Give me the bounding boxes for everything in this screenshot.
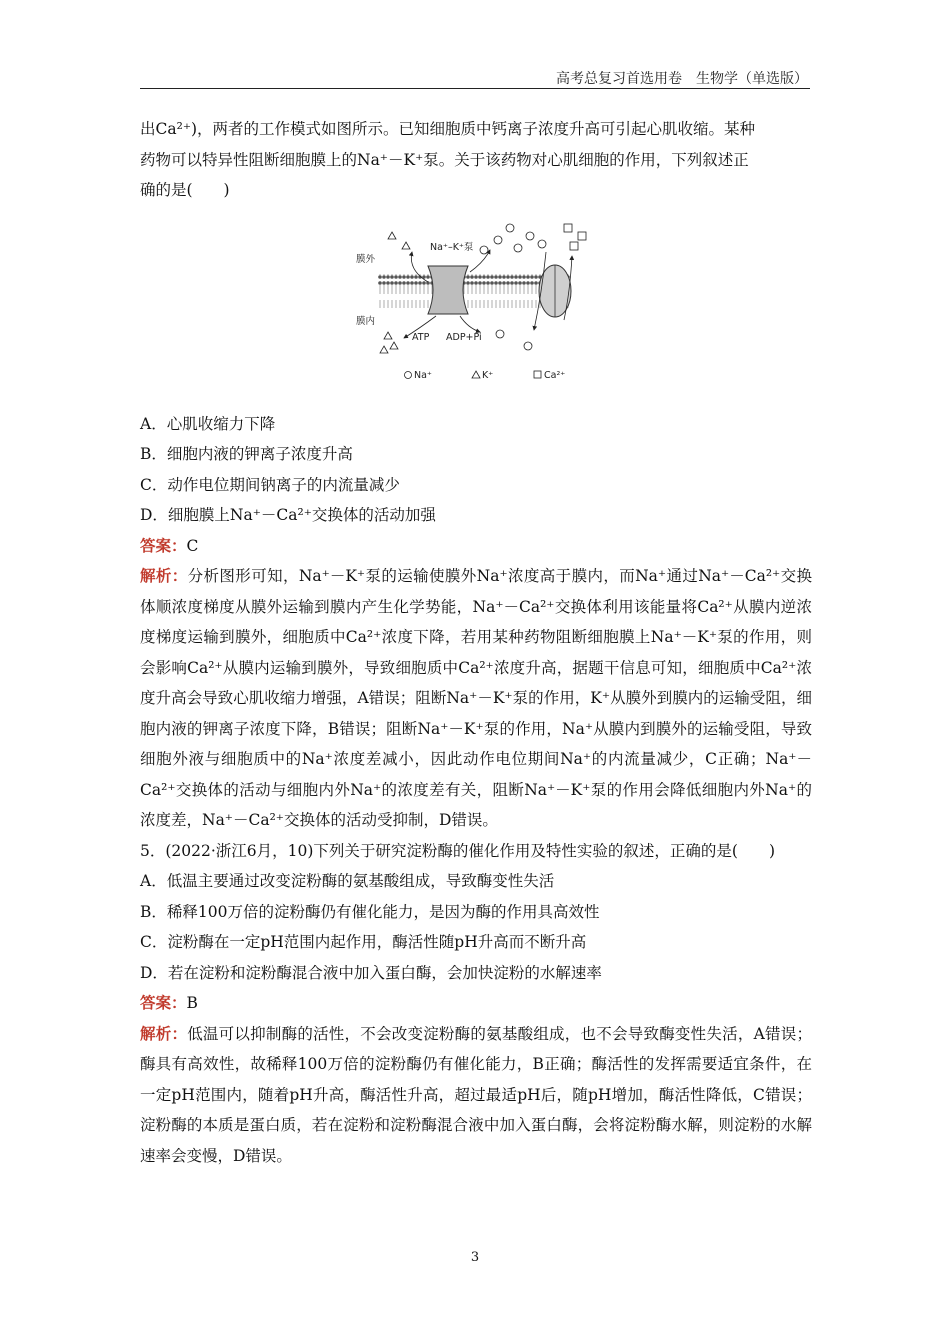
atp-arrow xyxy=(460,316,480,332)
intro-line-2: 药物可以特异性阻断细胞膜上的Na⁺－K⁺泵。关于该药物对心肌细胞的作用，下列叙述正 xyxy=(140,150,749,169)
q5-analysis-text: 低温可以抑制酶的活性，不会改变淀粉酶的氨基酸组成，也不会导致酶变性失活，A错误；酶具有高效性，故稀释100万倍的淀粉酶仍有催化能力，B正确；酶活性的发挥需要适宜条件，在一定pH范围内，随着pH升高，酶活性升高，超过最适pH后，随pH增加，酶活性降低，C错误；淀粉酶的本质是蛋白质，若在淀粉和淀粉酶混合液中加入蛋白酶，会将淀粉酶水解，则淀粉的水解速率会变慢，D错误。 xyxy=(140,1024,812,1165)
na-ion-icon xyxy=(496,330,504,338)
q4-answer-label: 答案： xyxy=(140,535,187,555)
membrane-diagram-svg xyxy=(350,212,590,390)
na-out-arrow xyxy=(470,250,490,272)
q4-analysis-text: 分析图形可知，Na⁺－K⁺泵的运输使膜外Na⁺浓度高于膜内，而Na⁺通过Na⁺－Ca²⁺交换体顺浓度梯度从膜外运输到膜内产生化学势能，Na⁺－Ca²⁺交换体利用该能量将Ca²⁺从膜内逆浓度梯度运输到膜外，细胞质中Ca²⁺浓度下降，若用某种药物阻断细胞膜上Na⁺－K⁺泵的作用，则会影响Ca²⁺从膜内运输到膜外，导致细胞质中Ca²⁺浓度升高，据题干信息可知，细胞质中Ca²⁺浓度升高会导致心肌收缩力增强，A错误；阻断Na⁺－K⁺泵的作用，K⁺从膜外到膜内的运输受阻，细胞内液的钾离子浓度下降，B错误；阻断Na⁺－K⁺泵的作用，Na⁺从膜内到膜外的运输受阻，导致细胞外液与细胞质中的Na⁺浓度差减小，因此动作电位期间Na⁺的内流量减少，C正确；Na⁺－Ca²⁺交换体的活动与细胞内外Na⁺的浓度差有关，阻断Na⁺－K⁺泵的作用会降低细胞内外Na⁺的浓度差，Na⁺－Ca²⁺交换体的活动受抑制，D错误。 xyxy=(140,567,812,829)
k-ion-icon xyxy=(384,332,392,339)
k-ion-icon xyxy=(388,232,396,239)
na-k-pump-shape xyxy=(428,266,468,314)
intro-line-1: 出Ca²⁺)，两者的工作模式如图所示。已知细胞质中钙离子浓度升高可引起心肌收缩。某种 xyxy=(140,120,756,138)
q5-analysis xyxy=(140,1019,812,1172)
na-ion-icon xyxy=(480,246,488,254)
q4-answer-value: C xyxy=(186,536,199,555)
q4-option-c: C．动作电位期间钠离子的内流量减少 xyxy=(140,475,400,494)
na-ion-icon xyxy=(494,236,502,244)
membrane-diagram xyxy=(350,212,590,390)
k-ion-icon xyxy=(390,342,398,349)
q4-answer xyxy=(140,531,812,562)
na-ion-icon xyxy=(506,224,514,232)
ca-ion-icon xyxy=(570,242,578,250)
q5-answer xyxy=(140,988,812,1019)
ca-ion-icon xyxy=(564,224,572,232)
inside-label: 膜内 xyxy=(356,316,376,327)
q5-stem: 5．(2022·浙江6月，10)下列关于研究淀粉酶的催化作用及特性实验的叙述，正确的是( ) xyxy=(140,841,776,860)
legend-k: K⁺ xyxy=(482,370,494,381)
q5-option-b: B．稀释100万倍的淀粉酶仍有催化能力，是因为酶的作用具高效性 xyxy=(140,902,600,921)
k-ion-icon xyxy=(402,242,410,249)
q5-answer-value: B xyxy=(186,994,198,1012)
atp-label: ATP xyxy=(412,332,430,343)
legend-ca: Ca²⁺ xyxy=(544,370,566,381)
adp-label: ADP+Pi xyxy=(446,332,482,343)
q5-analysis-label: 解析： xyxy=(140,1023,188,1043)
legend-na-icon xyxy=(405,372,412,379)
q4-option-b: B．细胞内液的钾离子浓度升高 xyxy=(140,445,353,463)
page-header xyxy=(140,66,810,89)
pump-label: Na⁺–K⁺泵 xyxy=(430,242,474,253)
header-title: 高考总复习首选用卷 生物学（单选版） xyxy=(556,71,808,87)
legend-ca-icon xyxy=(534,371,541,378)
legend-k-icon xyxy=(472,371,480,378)
na-ion-icon xyxy=(524,342,532,350)
q4-option-d: D．细胞膜上Na⁺－Ca²⁺交换体的活动加强 xyxy=(140,506,436,524)
q5-answer-label: 答案： xyxy=(140,993,187,1012)
q5-option-c: C．淀粉酶在一定pH范围内起作用，酶活性随pH升高而不断升高 xyxy=(140,933,587,951)
q4-analysis-label: 解析： xyxy=(140,566,188,585)
intro-line-3: 确的是( ) xyxy=(140,181,230,199)
outside-label: 膜外 xyxy=(356,254,376,265)
q4-analysis xyxy=(140,561,812,836)
page-number: 3 xyxy=(470,1250,480,1265)
q5-option-a: A．低温主要通过改变淀粉酶的氨基酸组成，导致酶变性失活 xyxy=(140,872,555,890)
legend-na: Na⁺ xyxy=(414,370,432,381)
na-ion-icon xyxy=(538,240,546,248)
na-ion-icon xyxy=(514,244,522,252)
q5-option-d: D．若在淀粉和淀粉酶混合液中加入蛋白酶，会加快淀粉的水解速率 xyxy=(140,963,602,982)
na-ion-icon xyxy=(526,232,534,240)
ca-ion-icon xyxy=(578,232,586,240)
k-ion-icon xyxy=(380,346,388,353)
q4-option-a: A．心肌收缩力下降 xyxy=(140,414,276,433)
